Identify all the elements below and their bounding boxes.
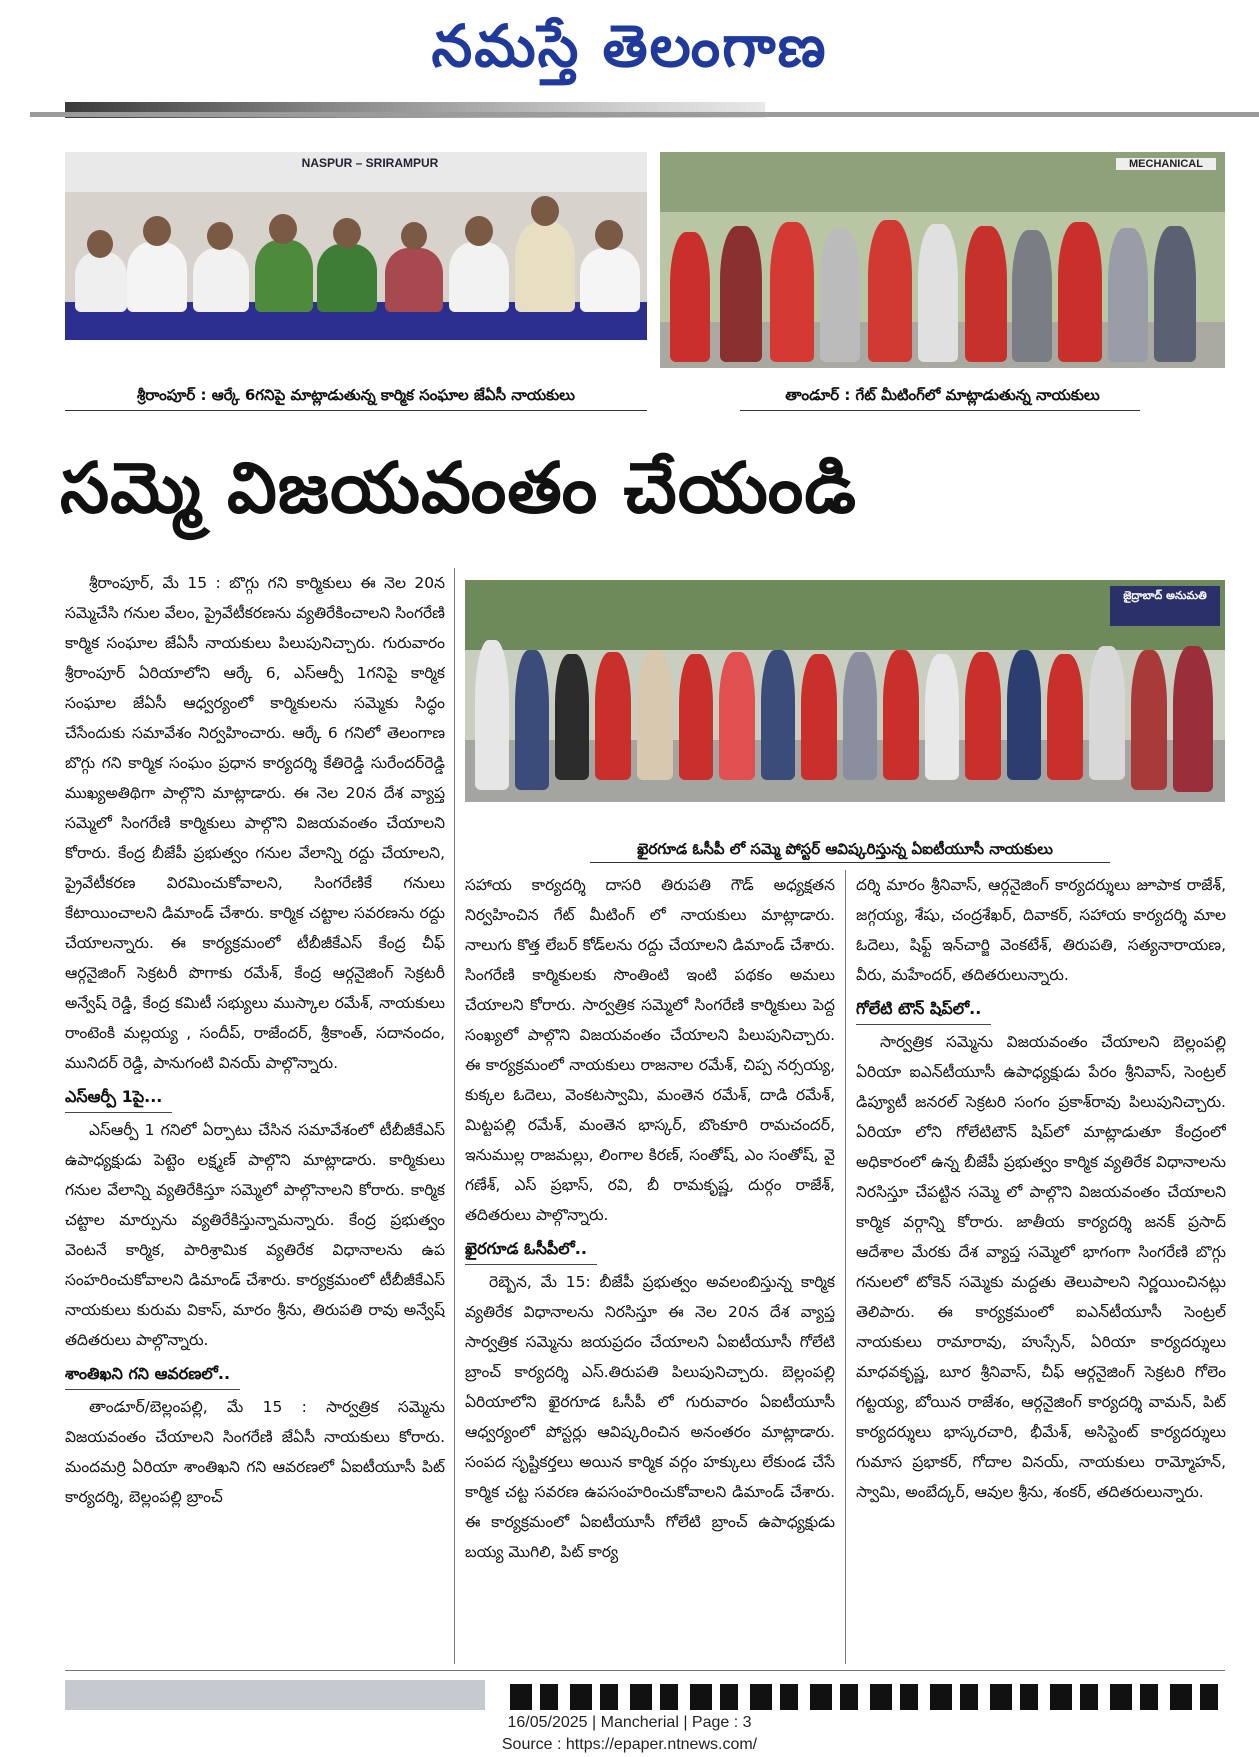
column3-subheading: గోలేటి టౌన్ షిప్‌లో..: [856, 994, 991, 1025]
column1-paragraph: తాండూర్/బెల్లంపల్లి, మే 15 : సార్వత్రిక సమ్మెను విజయవంతం చేయాలని సింగరేణి జేఏసీ నాయకులు కోరారు. మందమర్రి ఏరియా శాంతిఖని గని ఆవరణలో ఏఐటీయూసీ పిట్ కార్యదర్శి, బెల్లంపల్లి బ్రాంచ్: [65, 1398, 445, 1506]
article-column-3: [856, 870, 1226, 1664]
photo3-caption: ఖైరగూడ ఓసీపీ లో సమ్మె పోస్టర్ ఆవిష్కరిస్తున్న ఏఐటీయూసీ నాయకులు: [637, 840, 1053, 858]
masthead-rule: [30, 112, 1259, 117]
photo-tandur-gate-meeting: [660, 152, 1225, 368]
column-divider: [454, 568, 455, 1664]
next-story-headline-cropped: [510, 1684, 1225, 1710]
page-footer: [0, 1712, 1259, 1756]
footer-date-edition: 16/05/2025 | Mancherial | Page : 3: [507, 1714, 752, 1731]
article-column-2: [465, 870, 835, 1664]
photo-banner-text: NASPUR – SRIRAMPUR: [301, 156, 439, 170]
column2-subheading: ఖైరగూడ ఓసీపీలో..: [465, 1234, 597, 1265]
article-column-1: [65, 568, 445, 1664]
photo-khairguda-poster-release: [465, 580, 1225, 802]
photo2-caption: తాండూర్ : గేట్ మీటింగ్‌లో మాట్లాడుతున్న నాయకులు: [785, 386, 1100, 404]
next-story-photo: [65, 1680, 485, 1710]
column2-paragraph: రెబ్బెన, మే 15: బీజేపీ ప్రభుత్వం అవలంబిస్తున్న కార్మిక వ్యతిరేక విధానాలను నిరసిస్తూ ఈ నెల 20న దేశ వ్యాప్త సార్వత్రిక సమ్మెను జయప్రదం చేయాలని ఏఐటీయూసీ గోలేటి బ్రాంచ్ కార్యదర్శి ఎస్.తిరుపతి పిలుపునిచ్చారు. బెల్లంపల్లి ఏరియాలోని ఖైరగూడ ఓసీపీ లో గురువారం ఏఐటీయూసీ ఆధ్వర్యంలో పోస్టర్లు ఆవిష్కరించిన అనంతరం మాట్లాడారు. సంపద సృష్టికర్తలు అయిన కార్మిక వర్గం హక్కులు లేకుండ చేసే కార్మిక చట్ట సవరణ ఉపసంహరించుకోవాలని డిమాండ్ చేశారు. ఈ కార్యక్రమంలో ఏఐటీయూసీ గోలేటి బ్రాంచ్ ఉపాధ్యక్షుడు బయ్య మొగిలి, పిట్ కార్య: [465, 1273, 835, 1561]
column3-paragraph: దర్శి మారం శ్రీనివాస్, ఆర్గనైజింగ్ కార్యదర్శులు జూపాక రాజేశ్, జగ్గయ్య, శేషు, చంద్రశేఖర్, దివాకర్, సహాయ కార్యదర్శి మాల ఓదెలు, షిఫ్ట్ ఇన్‌చార్జి వెంకటేశ్, తిరుపతి, సత్యనారాయణ, వీరు, మహేందర్, తదితరులున్నారు.: [856, 876, 1226, 984]
photo3-sign-text: జైద్రాబాద్ అనుమతి: [1110, 586, 1220, 626]
column3-paragraph: సార్వత్రిక సమ్మెను విజయవంతం చేయాలని బెల్లంపల్లి ఏరియా ఐఎన్‌టీయూసీ ఉపాధ్యక్షుడు పేరం శ్రీనివాస్, సెంట్రల్ డిప్యూటీ జనరల్ సెక్రటరి సంగం ప్రకాశ్‌రావు పిలుపునిచ్చారు. ఏరియా లోని గోలేటిటౌన్ షిప్‌లో మాట్లాడుతూ కేంద్రంలో అధికారంలో ఉన్న బీజేపీ ప్రభుత్వం కార్మిక వ్యతిరేక విధానాలను నిరసిస్తూ చేపట్టిన సమ్మె లో పాల్గొని విజయవంతం చేయాలని కార్మిక వర్గాన్ని కోరారు. జాతీయ కార్యదర్శి జనక్ ప్రసాద్ ఆదేశాల మేరకు దేశ వ్యాప్త సమ్మెలో భాగంగా సింగరేణి బొగ్గు గనులలో టోకెన్ సమ్మెకు మద్దతు తెలుపాలని నిర్ణయించినట్లు తెలిపారు. ఈ కార్యక్రమంలో ఐఎన్‌టీయూసీ సెంట్రల్ నాయకులు రామారావు, హుస్సేన్, ఏరియా కార్యదర్శులు మాధవకృష్ణ, బూర శ్రీనివాస్, చీఫ్ ఆర్గనైజింగ్ సెక్రటరి గోలెం గట్టయ్య, బోయిన రాజేశం, ఆర్గనైజింగ్ కార్యదర్శి వామన్, పిట్ కార్యదర్శులు భాస్కరచారి, భీమేశ్, అసిస్టెంట్ కార్యదర్శులు గుమాస ప్రభాకర్, గోదాల వినయ్, నాయకులు రామ్మోహన్, స్వామి, అంబేద్కర్, ఆవుల శ్రీను, శంకర్, తదితరులున్నారు.: [856, 1033, 1226, 1501]
column1-subheading: శాంతిఖని గని ఆవరణలో..: [65, 1359, 240, 1390]
column1-subheading: ఎస్ఆర్పీ 1పై...: [65, 1082, 172, 1113]
column1-paragraph: శ్రీరాంపూర్, మే 15 : బొగ్గు గని కార్మికులు ఈ నెల 20న సమ్మెచేసి గనుల వేలం, ప్రైవేటీకరణను వ్యతిరేకించాలని సింగరేణి కార్మిక సంఘాల జేఏసీ నాయకులు పిలుపునిచ్చారు. గురువారం శ్రీరాంపూర్ ఏరియాలోని ఆర్కే 6, ఎస్ఆర్పీ 1గనిపై కార్మిక సంఘాల జేఏసీ ఆధ్వర్యంలో కార్మికులను సమ్మెకు సిద్ధం చేసేందుకు సమావేశం నిర్వహించారు. ఆర్కే 6 గనిలో తెలంగాణ బొగ్గు గని కార్మిక సంఘం ప్రధాన కార్యదర్శి కేతిరెడ్డి సురేందర్‌రెడ్డి ముఖ్యఅతిథిగా పాల్గొని మాట్లాడారు. ఈ నెల 20న దేశ వ్యాప్త సమ్మెలో సింగరేణి కార్మికులు పాల్గొని విజయవంతం చేయాలని కోరారు. కేంద్ర బీజేపీ ప్రభుత్వం గనుల వేలాన్ని రద్దు చేయాలని, ప్రైవేటీకరణ విరమించుకోవాలని, సింగరేణికే గనులు కేటాయించాలని డిమాండ్ చేశారు. కార్మిక చట్టాల సవరణను రద్దు చేయాలన్నారు. ఈ కార్యక్రమంలో టీబీజీకేఎస్ కేంద్ర చీఫ్ ఆర్గనైజింగ్ సెక్రటరీ పొగాకు రమేశ్, కేంద్ర ఆర్గనైజింగ్ సెక్రటరీ అన్వేష్ రెడ్డి, కేంద్ర కమిటీ సభ్యులు ముస్కాల రమేశ్, నాయకులు రాంటెంకి మల్లయ్య , సందీప్, రాజేందర్, శ్రీకాంత్, సదానందం, మునిదర్ రెడ్డి, పానుగంటి వినయ్ పాల్గొన్నారు.: [65, 574, 445, 1072]
photo-sign-text: MECHANICAL: [1116, 158, 1216, 170]
column1-paragraph: ఎస్ఆర్పీ 1 గనిలో ఏర్పాటు చేసిన సమావేశంలో టీబీజీకేఎస్ ఉపాధ్యక్షుడు పెట్టెం లక్ష్మణ్ పాల్గొని మాట్లాడారు. కార్మికులు గనుల వేలాన్ని వ్యతిరేకిస్తూ సమ్మెలో పాల్గొనాలని కోరారు. కార్మిక చట్టాల మార్పును వ్యతిరేకిస్తున్నామన్నారు. కేంద్ర ప్రభుత్వం వెంటనే కార్మిక, పారిశ్రామిక వ్యతిరేక విధానాలను ఉప సంహరించుకోవాలని డిమాండ్ చేశారు. కార్యక్రమంలో టీబీజీకేఎస్ నాయకులు కురుమ వికాస్, మారం శ్రీను, తిరుపతి రావు అన్వేష్ తదితరులు పాల్గొన్నారు.: [65, 1121, 445, 1349]
photo1-caption-rule: [65, 410, 647, 411]
photo-srirampur-meeting: [65, 152, 647, 340]
photo3-caption-rule: [590, 862, 1110, 863]
photo2-caption-rule: [740, 410, 1140, 411]
article-bottom-rule: [65, 1670, 1225, 1671]
column2-paragraph: సహాయ కార్యదర్శి దాసరి తిరుపతి గౌడ్ అధ్యక్షతన నిర్వహించిన గేట్ మీటింగ్ లో నాయకులు మాట్లాడారు. నాలుగు కొత్త లేబర్ కోడ్‌లను రద్దు చేయాలని డిమాండ్ చేశారు. సింగరేణి కార్మికులకు సొంతింటి ఇంటి పథకం అమలు చేయాలని కోరారు. సార్వత్రిక సమ్మెలో సింగరేణి కార్మికులు పెద్ద సంఖ్యలో పాల్గొని విజయవంతం చేయాలని పిలుపునిచ్చారు. ఈ కార్యక్రమంలో నాయకులు రాజనాల రమేశ్, చిప్ప నర్సయ్య, కుక్కల ఓదెలు, వెంకటస్వామి, మంతెన రమేశ్, దాడి రమేశ్, మిట్టపల్లి రమేశ్, మంతెన భాస్కర్, బొంకూరి రామచందర్, ఇనుముల్ల రాజమల్లు, లింగాల కిరణ్, సంతోష్, ఎం సంతోష్, వై గణేశ్, ఎస్ ప్రభాస్, రవి, బీ రామకృష్ణ, దుర్గం రాజేశ్, తదితరులు పాల్గొన్నారు.: [465, 876, 835, 1224]
newspaper-masthead: నమస్తే తెలంగాణ: [431, 12, 828, 80]
column-divider: [845, 870, 846, 1664]
footer-source: Source : https://epaper.ntnews.com/: [501, 1736, 758, 1753]
main-headline: సమ్మె విజయవంతం చేయండి: [60, 447, 858, 529]
photo1-caption: శ్రీరాంపూర్ : ఆర్కే 6గనిపై మాట్లాడుతున్న కార్మిక సంఘాల జేఏసీ నాయకులు: [137, 386, 575, 404]
